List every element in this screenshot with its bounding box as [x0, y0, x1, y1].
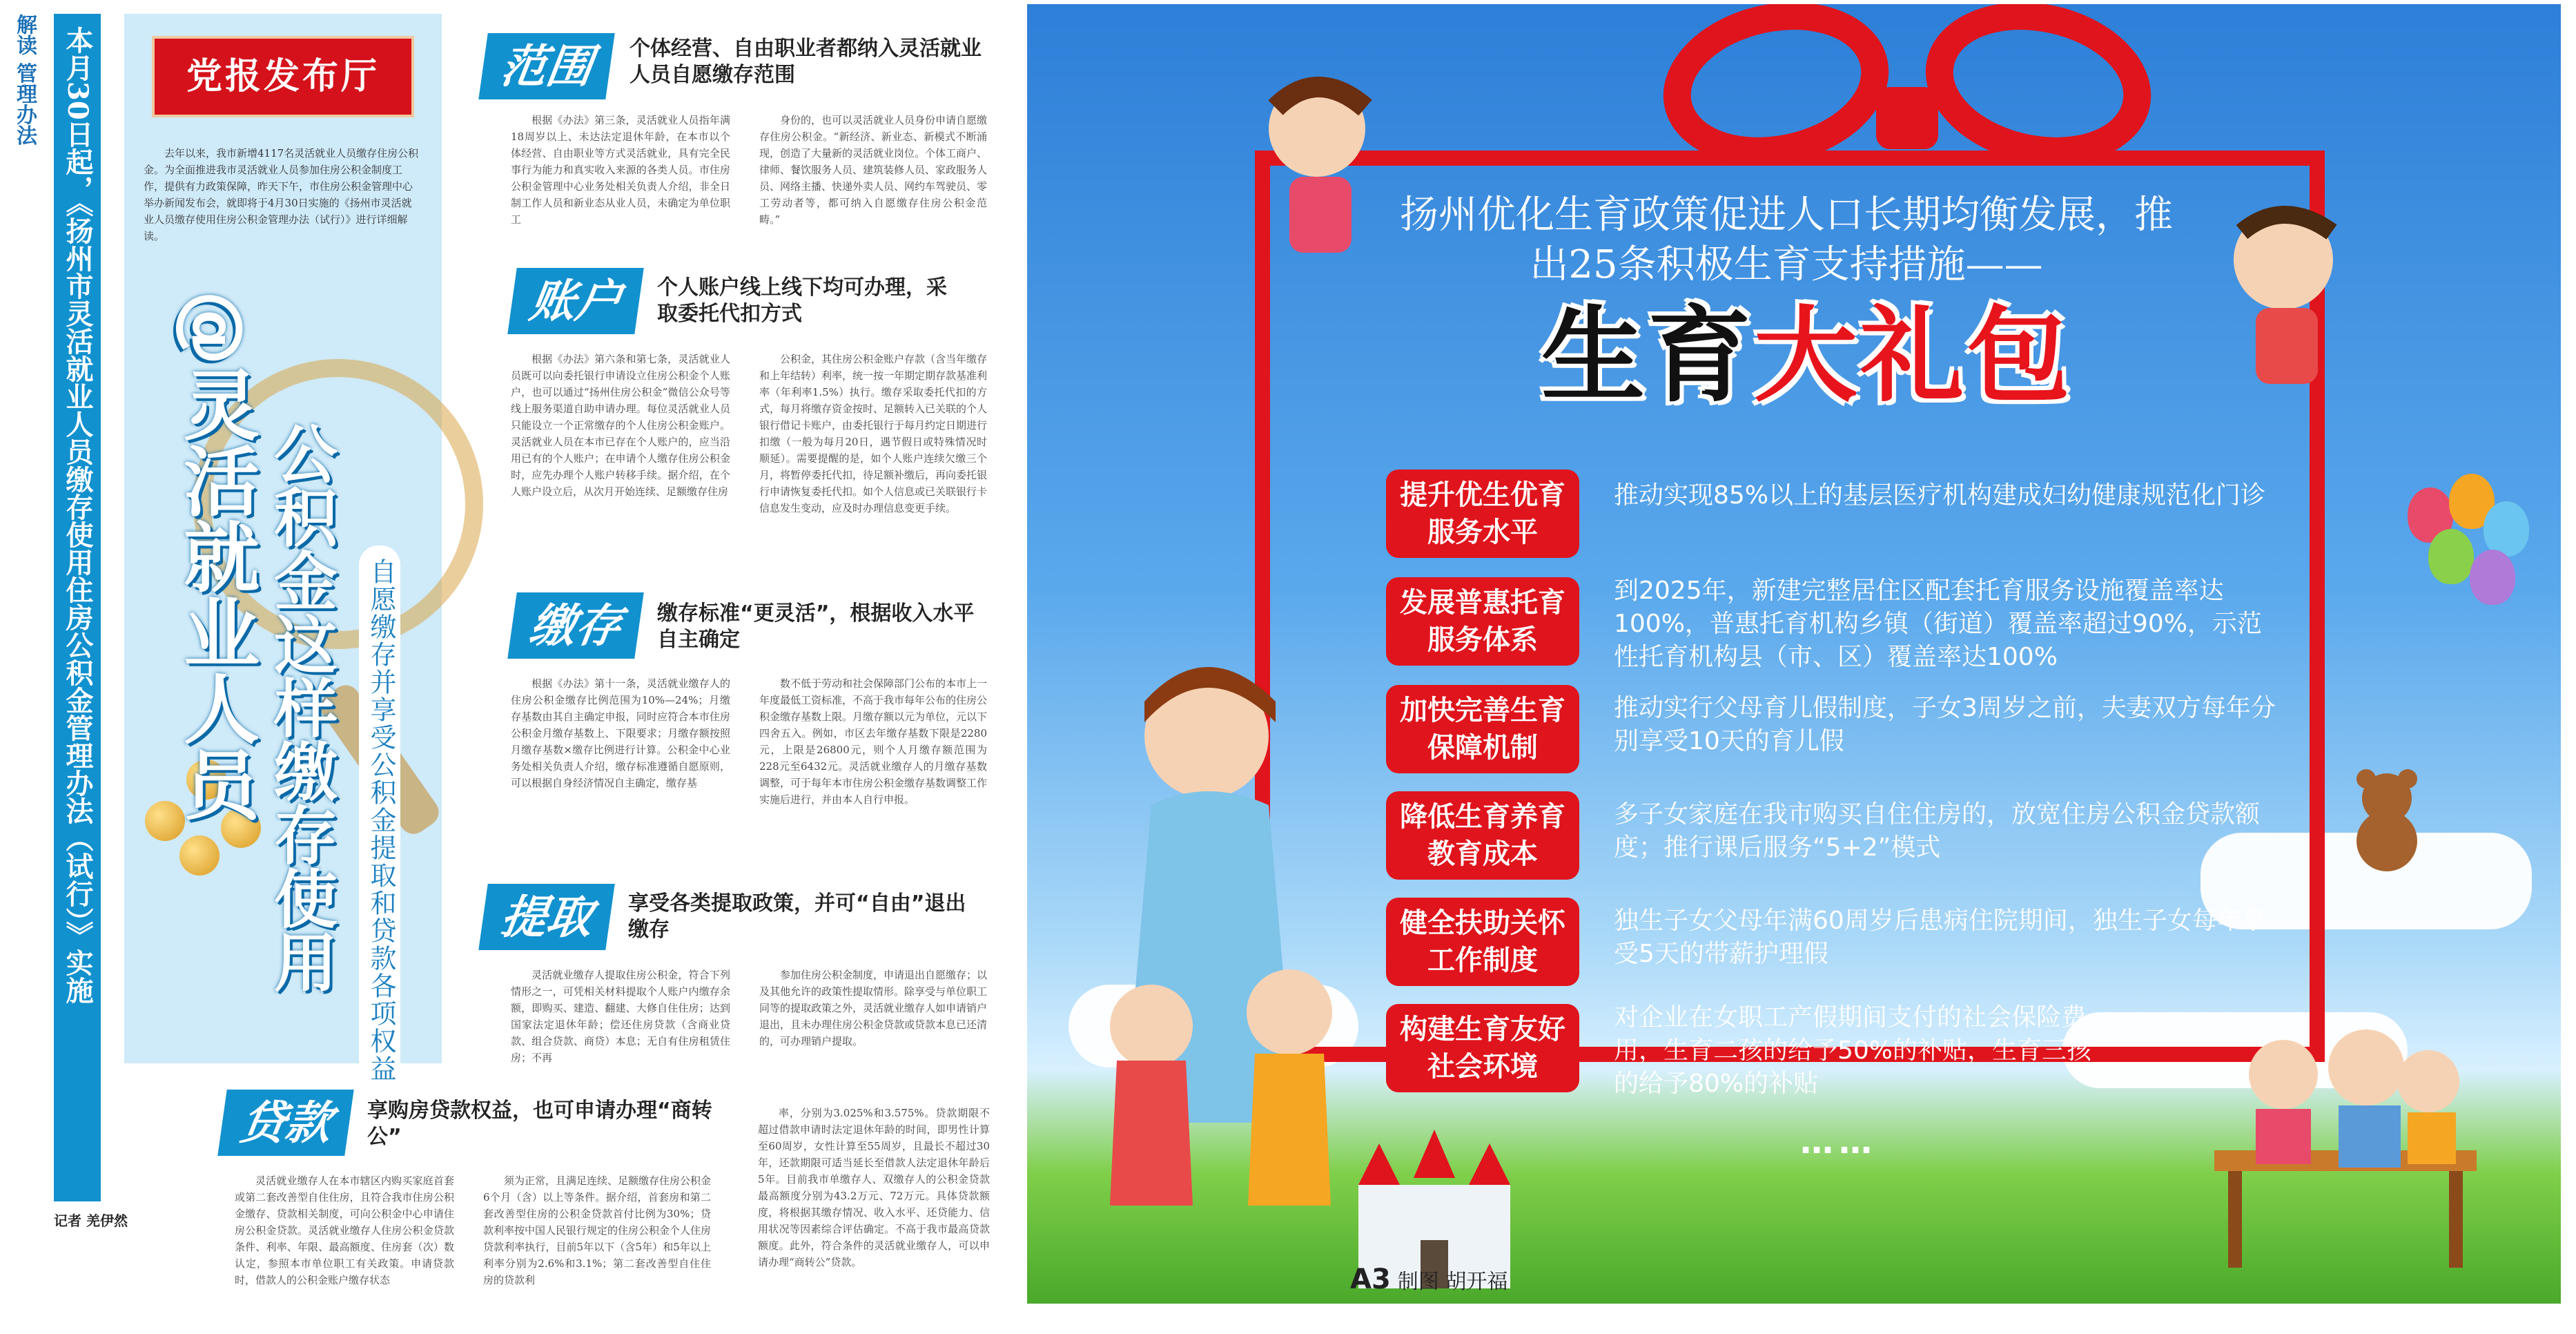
section-body-account-col1: 根据《办法》第六条和第七条，灵活就业人员既可以向委托银行申请设立住房公积金个人账户，也可以通过“扬州住房公积金”微信公众号等线上服务渠道自助申请办理。每位灵活就业人员只能设立一个正常缴存的个人住房公积金账户。灵活就业人员在本市已存在个人账户的，应当沿用已有的个人账户；在申请个人缴存住房公积金时，应先办理个人账户转移手续。据介绍，在个人账户设立后，从次月开始连续、足额缴存住房 [511, 353, 730, 498]
gift-title-part1: 生育 [1541, 296, 1754, 416]
teddy-bear-graphic [2339, 764, 2435, 874]
section-body-scope-col2: 身份的，也可以灵活就业人员身份申请自愿缴存住房公积金。“新经济、新业态、新模式不断涌现，创造了大量新的灵活就业岗位。个体工商户、律师、餐饮服务人员、建筑装修人员、家政服务人员、网络主播、快递外卖人员、网约车驾驶员、零工劳动者等，都可纳入自愿缴存住房公积金范畴。” [759, 114, 988, 226]
section-body-scope-col1: 根据《办法》第三条，灵活就业人员指年满18周岁以上、未达法定退休年龄，在本市以个体经营、自由职业等方式灵活就业，具有完全民事行为能力和真实收入来源的各类人员。市住房公积金管理中心业务处相关负责人介绍，非全日制工作人员和新业态从业人员，未确定为单位职工 [511, 114, 730, 226]
gift-pack-title [1510, 294, 2104, 418]
section-title-withdraw: 享受各类提取政策，并可“自由”退出缴存 [628, 891, 966, 942]
edge-label: 解读 管理办法 [12, 14, 37, 146]
section-title-deposit: 缴存标准“更灵活”，根据收入水平自主确定 [657, 601, 975, 652]
section-tag-loan: 贷款 [217, 1090, 353, 1156]
measure-badge: 构建生育友好社会环境 [1386, 1004, 1579, 1092]
subheadline: 自愿缴存并享受公积金提取和贷款各项权益 [359, 545, 400, 1095]
section-title-account: 个人账户线上线下均可办理，采取委托代扣方式 [657, 276, 947, 326]
reporter-byline: 记者 羌伊然 [54, 1212, 128, 1229]
balloon-graphic [2484, 501, 2529, 557]
section-body-loan-col3: 率，分别为3.025%和3.575%。贷款期限不超过借款申请时法定退休年龄的时间，即男性计算至60周岁，女性计算至55周岁，且最长不超过30年，还款期限可适当延长至借款人法定退休年龄后5年。目前我市单缴存人、双缴存人的公积金贷款最高额度分别为43.2万元、72万元。具体贷款额度，将根据其缴存情况、收入水平、还贷能力、信用状况等因素综合评估确定。不高于我市最高贷款额度。此外，符合条件的灵活就业缴存人，可以申请办理“商转公”贷款。 [758, 1107, 990, 1268]
left-edge-strip [0, 0, 48, 1334]
measure-item [1386, 1001, 2283, 1098]
section-title-loan: 享购房贷款权益，也可申请办理“商转公” [367, 1099, 712, 1149]
intro-paragraph: 去年以来，我市新增4117名灵活就业人员缴存住房公积金。为全面推进我市灵活就业人员参加住房公积金制度工作，提供有力政策保障，昨天下午，市住房公积金管理中心举办新闻发布会，就即将于4月30日实施的《扬州市灵活就业人员缴存使用住房公积金管理办法（试行）》进行详细解读。 [144, 147, 419, 242]
infographic-headline: 扬州优化生育政策促进人口长期均衡发展，推出25条积极生育支持措施—— [1400, 193, 2173, 287]
section-tag-account: 账户 [507, 268, 643, 334]
coin-graphic [179, 835, 219, 876]
measure-text: 推动实行父母育儿假制度，子女3周岁之前，夫妻双方每年分别享受10天的育儿假 [1614, 694, 2276, 755]
graphic-credit: 制图 胡开福 [1397, 1270, 1508, 1294]
section-body-withdraw-col2: 参加住房公积金制度，申请退出自愿缴存；以及其他允许的政策性提取情形。除享受与单位职工同等的提取政策之外，灵活就业缴存人如申请销户退出，且未办理住房公积金贷款或贷款本息已还清的，可办理销户提取。 [759, 969, 988, 1047]
measure-item [1386, 574, 2283, 671]
measure-item [1386, 467, 2283, 563]
section-tag-withdraw: 提取 [478, 884, 614, 950]
measure-text: 到2025年，新建完整居住区配套托育服务设施覆盖率达100%，普惠托育机构乡镇（街道）覆盖率超过90%，示范性托育机构县（市、区）覆盖率达100% [1614, 577, 2262, 671]
section-tag-scope: 范围 [478, 33, 614, 99]
flying-boy-illustration [2173, 156, 2394, 446]
measure-item [1386, 895, 2283, 992]
measure-badge: 健全扶助关怀工作制度 [1386, 898, 1579, 986]
section-tag-deposit: 缴存 [507, 592, 643, 659]
measure-item [1386, 789, 2283, 885]
measure-text: 对企业在女职工产假期间支付的社会保险费用，生育二孩的给予50%的补贴，生育三孩的给予80%的补贴 [1614, 1003, 2092, 1098]
mother-children-illustration [1069, 639, 1345, 1261]
ellipsis-mark: …… [1800, 1123, 1877, 1161]
measure-badge: 提升优生优育服务水平 [1386, 470, 1579, 558]
gift-pack-infographic [1027, 4, 2561, 1304]
section-body-loan-col1: 灵活就业缴存人在本市辖区内购买家庭首套或第二套改善型自住住房，且符合我市住房公积金缴存、贷款相关制度，可向公积金中心申请住房公积金贷款。灵活就业缴存人住房公积金贷款条件、利率、年限、最高额度、住房套（次）数认定，参照本市单位职工有关政策。申请贷款时，借款人的公积金账户缴存状态 [235, 1174, 454, 1286]
balloon-graphic [2470, 550, 2515, 605]
vertical-headline: 本月30日起，《扬州市灵活就业人员缴存使用住房公积金管理办法（试行）》实施 [61, 26, 94, 1004]
section-body-account-col2: 公积金，其住房公积金账户存款（含当年缴存和上年结转）利率，统一按一年期定期存款基准利率（年利率1.5%）执行。缴存采取委托代扣的方式，每月将缴存资金按时、足额转入已关联的个人银行借记卡账户，由委托银行于每月约定日期进行扣缴（一般为每月20日，遇节假日或特殊情况时顺延）。需要提醒的是，如个人账户连续欠缴三个月，将暂停委托代扣，待足额补缴后，再向委托银行申请恢复委托代扣。如个人信息或已关联银行卡信息发生变动，应及时办理信息变更手续。 [759, 353, 988, 514]
measure-text: 多子女家庭在我市购买自住住房的，放宽住房公积金贷款额度；推行课后服务“5+2”模式 [1614, 800, 2261, 862]
gift-title-part2: 大礼包 [1754, 296, 2074, 416]
section-body-withdraw-col1: 灵活就业缴存人提取住房公积金，符合下列情形之一，可凭相关材料提取个人账户内缴存余额，即购买、建造、翻建、大修自住住房；达到国家法定退休年龄；偿还住房贷款（含商业贷款、组合贷款、商贷）本息；无自有住房租赁住房；不再 [511, 969, 730, 1064]
balloon-graphic [2428, 529, 2474, 584]
page-number: A3 [1350, 1264, 1391, 1295]
measure-text: 推动实现85%以上的基层医疗机构建成妇幼健康规范化门诊 [1614, 481, 2266, 510]
measure-item [1386, 682, 2283, 779]
bow-knot-graphic [1876, 87, 1938, 149]
measure-text: 独生子女父母年满60周岁后患病住院期间，独生子女每年享受5天的带薪护理假 [1614, 907, 2267, 968]
vertical-headline-bar [54, 14, 101, 1201]
party-banner: 党报发布厅 [152, 36, 414, 117]
section-body-deposit-col2: 数不低于劳动和社会保障部门公布的本市上一年度最低工资标准，不高于我市每年公布的住房公积金缴存基数上限。月缴存额以元为单位，元以下四舍五入。例如，市区去年缴存基数下限是2280元，上限是26800元，则个人月缴存额范围为228元至6432元。灵活就业缴存人的月缴存基数调整，可于每年本市住房公积金缴存基数调整工作实施后进行，并由本人自行申报。 [759, 677, 988, 806]
page-credit [1350, 1264, 1507, 1295]
measure-badge: 发展普惠托育服务体系 [1386, 577, 1579, 666]
headline-b: 公积金这样缴存使用 [264, 421, 338, 993]
measure-badge: 降低生育养育教育成本 [1386, 791, 1579, 880]
measure-badge: 加快完善生育保障机制 [1386, 685, 1579, 773]
headline-a: @灵活就业人员 [171, 290, 260, 822]
section-body-deposit-col1: 根据《办法》第十一条，灵活就业缴存人的住房公积金缴存比例范围为10%—24%；月缴存基数由其自主确定申报，同时应符合本市住房公积金月缴存基数上、下限要求；月缴存额按照月缴存基数×缴存比例进行计算。公积金中心业务处相关负责人介绍，缴存标准遵循自愿原则，可以根据自身经济情况自主确定，缴存基 [511, 677, 730, 789]
section-title-scope: 个体经营、自由职业者都纳入灵活就业人员自愿缴存范围 [630, 37, 982, 87]
section-body-loan-col2: 须为正常，且满足连续、足额缴存住房公积金6个月（含）以上等条件。据介绍，首套房和第二套改善型住房的公积金贷款首付比例为30%；贷款利率按中国人民银行规定的住房公积金个人住房贷款利率执行，目前5年以下（含5年）和5年以上利率分别为2.6%和3.1%；第二套改善型自住住房的贷款利 [483, 1174, 712, 1286]
